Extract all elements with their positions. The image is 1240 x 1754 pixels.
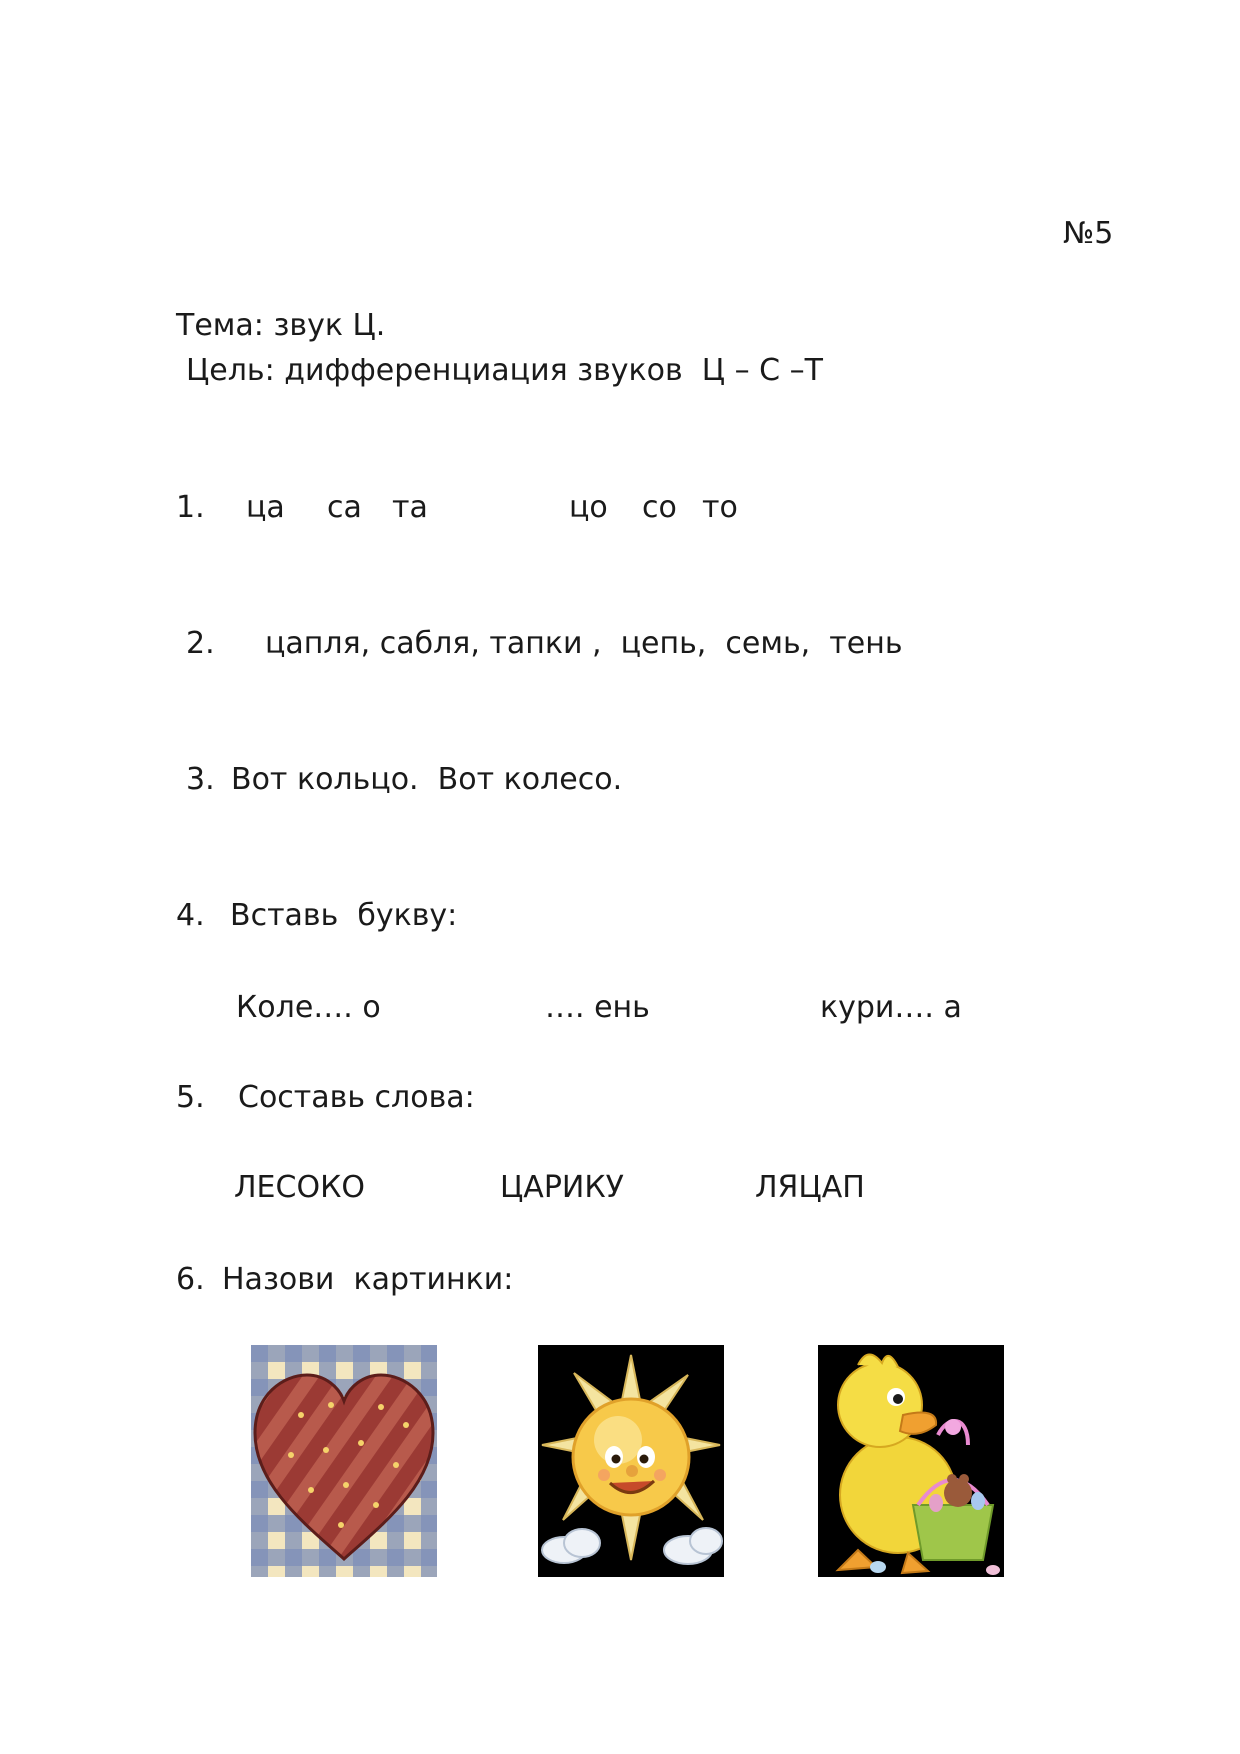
task-6-title: Назови картинки:: [222, 1262, 514, 1297]
goal-line: Цель: дифференциация звуков Ц – С –Т: [186, 353, 823, 388]
task-2-words: цапля, сабля, тапки , цепь, семь, тень: [265, 626, 903, 661]
syllable: ца: [246, 490, 285, 525]
task-3-sentence: Вот кольцо. Вот колесо.: [231, 762, 623, 797]
sun-picture: [538, 1345, 724, 1577]
heart-picture: [251, 1345, 437, 1577]
task-6-number: 6.: [176, 1262, 205, 1297]
syllable: со: [642, 490, 677, 525]
duckling-picture: [818, 1345, 1004, 1577]
fill-letter-item: …. ень: [545, 990, 650, 1025]
scrambled-word: ЦАРИКУ: [500, 1170, 624, 1205]
task-5-number: 5.: [176, 1080, 205, 1115]
scrambled-word: ЛЕСОКО: [234, 1170, 365, 1205]
syllable: то: [702, 490, 738, 525]
task-4-number: 4.: [176, 898, 205, 933]
fill-letter-item: Коле…. о: [236, 990, 381, 1025]
page-number: №5: [1063, 216, 1114, 251]
task-5-title: Составь слова:: [238, 1080, 475, 1115]
task-1-number: 1.: [176, 490, 205, 525]
task-4-title: Вставь букву:: [230, 898, 458, 933]
task-3-number: 3.: [186, 762, 215, 797]
scrambled-word: ЛЯЦАП: [755, 1170, 865, 1205]
topic-line: Тема: звук Ц.: [176, 308, 386, 343]
task-2-number: 2.: [186, 626, 215, 661]
fill-letter-item: кури…. а: [820, 990, 962, 1025]
syllable: цо: [569, 490, 608, 525]
syllable: та: [392, 490, 428, 525]
syllable: са: [327, 490, 362, 525]
